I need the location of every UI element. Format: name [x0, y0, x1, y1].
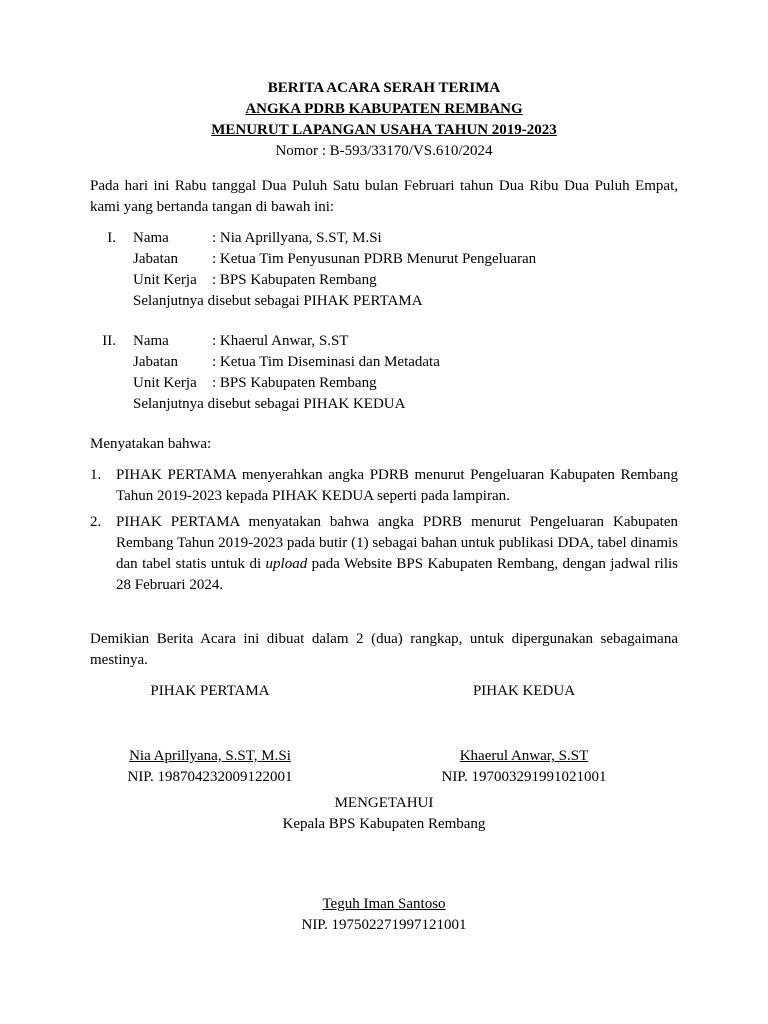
party-name-row: [133, 228, 678, 249]
unit-label: Unit Kerja: [133, 272, 197, 288]
unit-value: : BPS Kabupaten Rembang: [212, 272, 377, 288]
title-line-2: ANGKA PDRB KABUPATEN REMBANG: [245, 101, 523, 117]
signature-name: Teguh Iman Santoso: [322, 896, 446, 912]
party-position-row: [133, 352, 678, 373]
item-text-italic: upload: [265, 556, 308, 572]
position-label: Jabatan: [133, 354, 178, 370]
acknowledge-label: MENGETAHUI: [334, 795, 434, 811]
document-number: Nomor : B-593/33170/VS.610/2024: [275, 143, 493, 159]
signature-role: Kepala BPS Kabupaten Rembang: [282, 816, 486, 832]
signature-nip: NIP. 197502271997121001: [301, 917, 467, 933]
title-line-1: BERITA ACARA SERAH TERIMA: [267, 80, 501, 96]
signature-nip: NIP. 197003291991021001: [441, 769, 607, 785]
party-numeral: II.: [102, 333, 116, 349]
item-text-before: PIHAK PERTAMA menyatakan bahwa angka PDRB menurut Pengeluaran Kabupaten Rembang Tahun 2019-2023 pada butir (1) sebagai bahan untuk publikasi DDA, tabel dinamis dan tabel statis untuk di: [116, 514, 678, 572]
party-second: [90, 331, 678, 415]
position-label: Jabatan: [133, 251, 178, 267]
acknowledge-block: [90, 793, 678, 936]
item-text-after: pada Website BPS Kabupaten Rembang, dengan jadwal rilis 28 Februari 2024.: [116, 556, 678, 593]
name-label: Nama: [133, 333, 169, 349]
list-item: [90, 465, 678, 507]
signature-role: PIHAK KEDUA: [472, 683, 576, 699]
position-value: : Ketua Tim Penyusunan PDRB Menurut Pengeluaran: [212, 251, 537, 267]
party-numeral: I.: [107, 230, 116, 246]
party-unit-row: [133, 270, 678, 291]
intro-paragraph: Pada hari ini Rabu tanggal Dua Puluh Satu bulan Februari tahun Dua Ribu Dua Puluh Empat, kami yang bertanda tangan di bawah ini:: [90, 178, 678, 215]
closing-paragraph: Demikian Berita Acara ini dibuat dalam 2 (dua) rangkap, untuk dipergunakan sebagaimana mestinya.: [90, 631, 678, 668]
party-alias: Selanjutnya disebut sebagai PIHAK PERTAMA: [133, 293, 423, 309]
unit-value: : BPS Kabupaten Rembang: [212, 375, 377, 391]
name-value: : Khaerul Anwar, S.ST: [212, 333, 349, 349]
list-item: [90, 512, 678, 596]
document-header: [90, 78, 678, 161]
name-label: Nama: [133, 230, 169, 246]
party-name-row: [133, 331, 678, 352]
signature-nip: NIP. 198704232009122001: [127, 769, 293, 785]
statement-label: Menyatakan bahwa:: [90, 436, 212, 452]
item-number: 2.: [90, 514, 102, 530]
name-value: : Nia Aprillyana, S.ST, M.Si: [212, 230, 382, 246]
item-text: PIHAK PERTAMA menyerahkan angka PDRB menurut Pengeluaran Kabupaten Rembang Tahun 2019-2023 kepada PIHAK KEDUA seperti pada lampiran.: [116, 467, 678, 504]
unit-label: Unit Kerja: [133, 375, 197, 391]
signature-block: [90, 681, 678, 791]
signature-head: [90, 814, 678, 936]
party-first: [90, 228, 678, 312]
signature-name: Khaerul Anwar, S.ST: [459, 748, 589, 764]
document-page: [90, 78, 678, 936]
statement-list: [90, 465, 678, 596]
party-alias: Selanjutnya disebut sebagai PIHAK KEDUA: [133, 396, 406, 412]
position-value: : Ketua Tim Diseminasi dan Metadata: [212, 354, 440, 370]
party-position-row: [133, 249, 678, 270]
signature-role: PIHAK PERTAMA: [150, 683, 270, 699]
item-number: 1.: [90, 467, 102, 483]
signature-second-party: [404, 681, 644, 785]
signature-first-party: [90, 681, 330, 785]
title-line-3: MENURUT LAPANGAN USAHA TAHUN 2019-2023: [211, 122, 557, 138]
party-unit-row: [133, 373, 678, 394]
signature-name: Nia Aprillyana, S.ST, M.Si: [129, 748, 291, 764]
